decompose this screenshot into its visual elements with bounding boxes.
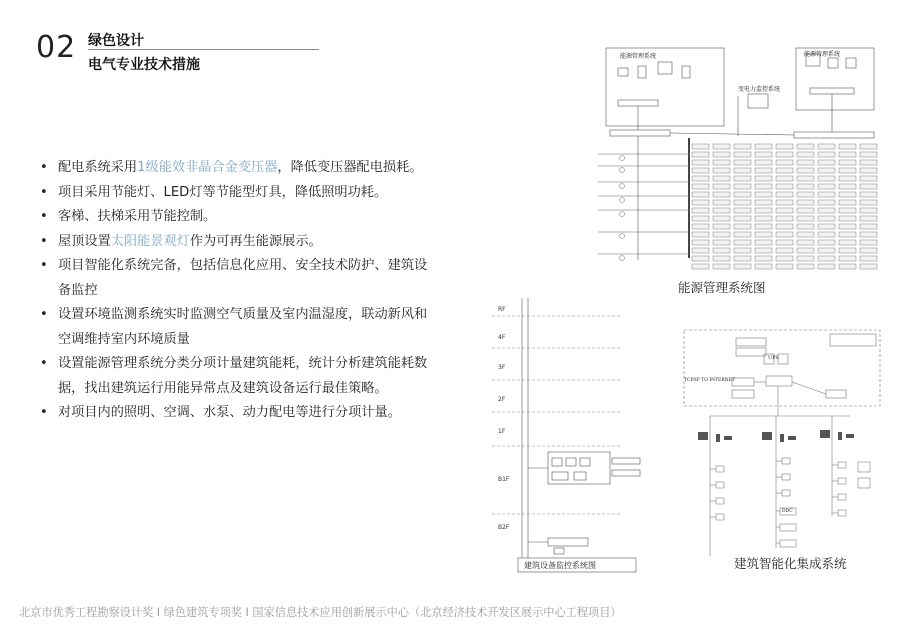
meter-box	[839, 176, 856, 181]
meter-box	[860, 192, 877, 197]
section-subtitle: 电气专业技术措施	[88, 57, 200, 73]
meter-box	[839, 144, 856, 149]
meter-box	[755, 232, 772, 237]
integration-diagram	[680, 326, 886, 576]
meter-box	[818, 184, 835, 189]
meter-box	[692, 208, 709, 213]
meter-box	[713, 248, 730, 253]
floor-label: B2F	[498, 524, 510, 531]
meter-box	[776, 152, 793, 157]
meter-box	[734, 240, 751, 245]
meter-box	[797, 168, 814, 173]
meter-box	[797, 240, 814, 245]
meter-box	[797, 192, 814, 197]
meter-box	[692, 160, 709, 165]
meter-box	[839, 160, 856, 165]
meter-box	[818, 256, 835, 261]
meter-box	[776, 224, 793, 229]
section-number: 02	[36, 30, 77, 65]
meter-box	[839, 240, 856, 245]
meter-box	[776, 184, 793, 189]
energy-management-diagram	[598, 40, 888, 295]
meter-box	[692, 264, 709, 269]
meter-box	[692, 224, 709, 229]
meter-box	[797, 184, 814, 189]
meter-box	[860, 224, 877, 229]
meter-box	[755, 240, 772, 245]
meter-box	[839, 264, 856, 269]
meter-box	[713, 176, 730, 181]
meter-box	[860, 184, 877, 189]
meter-box	[713, 144, 730, 149]
meter-box	[713, 264, 730, 269]
meter-box	[713, 200, 730, 205]
meter-box	[692, 176, 709, 181]
bms-diagram-caption: 建筑设备监控系统图	[524, 561, 596, 570]
meter-box	[734, 192, 751, 197]
integration-diagram-caption: 建筑智能化集成系统	[734, 556, 847, 571]
meter-box	[818, 248, 835, 253]
meter-box	[860, 160, 877, 165]
bullet-dot: •	[40, 307, 48, 322]
meter-box	[755, 160, 772, 165]
meter-box	[734, 152, 751, 157]
meter-box	[776, 232, 793, 237]
meter-box	[797, 208, 814, 213]
meter-box	[818, 264, 835, 269]
meter-box	[839, 232, 856, 237]
meter-box	[818, 224, 835, 229]
meter-box	[839, 256, 856, 261]
meter-box	[734, 168, 751, 173]
floor-label: B1F	[498, 476, 510, 483]
meter-box	[839, 208, 856, 213]
meter-box	[692, 192, 709, 197]
meter-box	[755, 224, 772, 229]
list-item: • 项目采用节能灯、LED灯等节能型灯具，降低照明功耗。	[40, 181, 430, 206]
meter-box	[713, 216, 730, 221]
list-item: • 设置能源管理系统分类分项计量建筑能耗，统计分析建筑能耗数据，找出建筑运行用能异常点及建筑设备运行最佳策略。	[40, 352, 430, 401]
meter-box	[860, 152, 877, 157]
floor-label: 2F	[498, 396, 506, 403]
meter-box	[755, 168, 772, 173]
meter-box	[692, 168, 709, 173]
energy-box-label-2: 能源管理系统	[804, 51, 841, 58]
meter-box	[860, 256, 877, 261]
meter-box	[818, 216, 835, 221]
meter-box	[755, 152, 772, 157]
meter-box	[755, 264, 772, 269]
bullet-dot: •	[40, 233, 48, 249]
bullet-dot: •	[40, 405, 48, 420]
meter-box	[755, 248, 772, 253]
meter-box	[734, 224, 751, 229]
meter-box	[818, 168, 835, 173]
meter-box	[818, 200, 835, 205]
meter-box	[839, 192, 856, 197]
meter-box	[860, 176, 877, 181]
meter-box	[734, 208, 751, 213]
meter-box	[839, 200, 856, 205]
meter-box	[839, 224, 856, 229]
bullet-dot: •	[40, 356, 48, 371]
meter-box	[692, 240, 709, 245]
floor-label: RF	[498, 306, 506, 313]
meter-box	[755, 144, 772, 149]
meter-box	[713, 240, 730, 245]
meter-box	[776, 264, 793, 269]
meter-box	[713, 160, 730, 165]
meter-box	[860, 216, 877, 221]
list-item: • 客梯、扶梯采用节能控制。	[40, 205, 430, 230]
meter-box	[797, 264, 814, 269]
energy-box-label-1: 能源管理系统	[620, 53, 657, 60]
meter-box	[692, 248, 709, 253]
meter-box	[839, 152, 856, 157]
energy-sub-label: 变电力监控系统	[738, 86, 781, 93]
meter-box	[755, 256, 772, 261]
meter-box	[776, 208, 793, 213]
list-item: • 对项目内的照明、空调、水泵、动力配电等进行分项计量。	[40, 401, 430, 426]
meter-box	[755, 192, 772, 197]
meter-box	[797, 176, 814, 181]
meter-box	[860, 168, 877, 173]
title-divider	[88, 49, 319, 50]
meter-box	[776, 240, 793, 245]
list-item: • 项目智能化系统完备，包括信息化应用、安全技术防护、建筑设备监控	[40, 254, 430, 303]
meter-box	[839, 168, 856, 173]
meter-box	[860, 248, 877, 253]
meter-box	[692, 256, 709, 261]
meter-box	[776, 144, 793, 149]
meter-box	[734, 248, 751, 253]
meter-box	[734, 184, 751, 189]
meter-box	[713, 192, 730, 197]
list-item: • 设置环境监测系统实时监测空气质量及室内温湿度，联动新风和空调维持室内环境质量	[40, 303, 430, 352]
meter-box	[797, 152, 814, 157]
floor-label: 1F	[498, 428, 506, 435]
meter-box	[734, 264, 751, 269]
meter-box	[797, 248, 814, 253]
meter-box	[755, 176, 772, 181]
meter-box	[818, 152, 835, 157]
energy-diagram-drawing	[598, 40, 888, 295]
meter-box	[776, 192, 793, 197]
meter-box	[776, 160, 793, 165]
bullet-dot: •	[40, 209, 48, 224]
meter-box	[797, 224, 814, 229]
meter-box	[797, 232, 814, 237]
ddc-label: DDC	[782, 509, 793, 514]
highlight-text: 1级能效非晶合金变压器	[137, 160, 278, 175]
meter-box	[713, 184, 730, 189]
meter-box	[734, 216, 751, 221]
meter-box	[860, 264, 877, 269]
meter-box	[692, 216, 709, 221]
meter-box	[776, 200, 793, 205]
bms-diagram	[488, 292, 648, 574]
meter-box	[860, 208, 877, 213]
meter-box	[818, 232, 835, 237]
meter-box	[797, 200, 814, 205]
floor-label: 4F	[498, 334, 506, 341]
integration-diagram-drawing	[680, 326, 886, 576]
meter-box	[797, 144, 814, 149]
meter-box	[734, 176, 751, 181]
meter-box	[692, 232, 709, 237]
meter-box	[692, 184, 709, 189]
meter-box	[755, 200, 772, 205]
meter-box	[818, 176, 835, 181]
meter-box	[692, 152, 709, 157]
meter-box	[755, 216, 772, 221]
meter-box	[692, 144, 709, 149]
meter-box	[713, 232, 730, 237]
highlight-text: 太阳能景观灯	[110, 233, 190, 249]
measures-list	[40, 156, 430, 426]
meter-box	[839, 216, 856, 221]
meter-box	[734, 232, 751, 237]
bms-diagram-drawing	[488, 292, 648, 574]
meter-box	[860, 240, 877, 245]
meter-box	[692, 200, 709, 205]
meter-box	[776, 216, 793, 221]
ups-label: UPS	[768, 355, 780, 361]
meter-box	[776, 256, 793, 261]
meter-box	[755, 184, 772, 189]
meter-box	[797, 160, 814, 165]
meter-box	[734, 200, 751, 205]
meter-box	[713, 224, 730, 229]
meter-box	[797, 256, 814, 261]
meter-box	[860, 144, 877, 149]
energy-diagram-caption: 能源管理系统图	[678, 280, 766, 295]
bullet-dot: •	[40, 184, 48, 200]
floor-label: 3F	[498, 364, 506, 371]
meter-box	[818, 192, 835, 197]
meter-box	[860, 232, 877, 237]
meter-box	[734, 160, 751, 165]
meter-box	[797, 216, 814, 221]
list-item: • 配电系统采用1级能效非晶合金变压器，降低变压器配电损耗。	[40, 156, 430, 181]
meter-box	[839, 248, 856, 253]
meter-box	[818, 208, 835, 213]
meter-box	[734, 144, 751, 149]
tcp-label: TCP/IP TO INTERNET	[684, 378, 735, 383]
meter-box	[713, 168, 730, 173]
section-title: 绿色设计	[88, 33, 144, 49]
bullet-dot: •	[40, 258, 48, 273]
meter-box	[818, 240, 835, 245]
bullet-dot: •	[40, 160, 48, 175]
meter-box	[713, 152, 730, 157]
meter-box	[713, 256, 730, 261]
meter-box	[776, 168, 793, 173]
meter-box	[860, 200, 877, 205]
list-item: • 屋顶设置太阳能景观灯作为可再生能源展示。	[40, 230, 430, 255]
meter-box	[776, 176, 793, 181]
meter-box	[776, 248, 793, 253]
meter-box	[818, 160, 835, 165]
meter-box	[713, 208, 730, 213]
footer-text: 北京市优秀工程勘察设计奖 I 绿色建筑专项奖 I 国家信息技术应用创新展示中心（北京经济技术开发区展示中心工程项目）	[19, 606, 622, 619]
meter-box	[755, 208, 772, 213]
meter-box	[839, 184, 856, 189]
meter-box	[818, 144, 835, 149]
meter-box	[734, 256, 751, 261]
